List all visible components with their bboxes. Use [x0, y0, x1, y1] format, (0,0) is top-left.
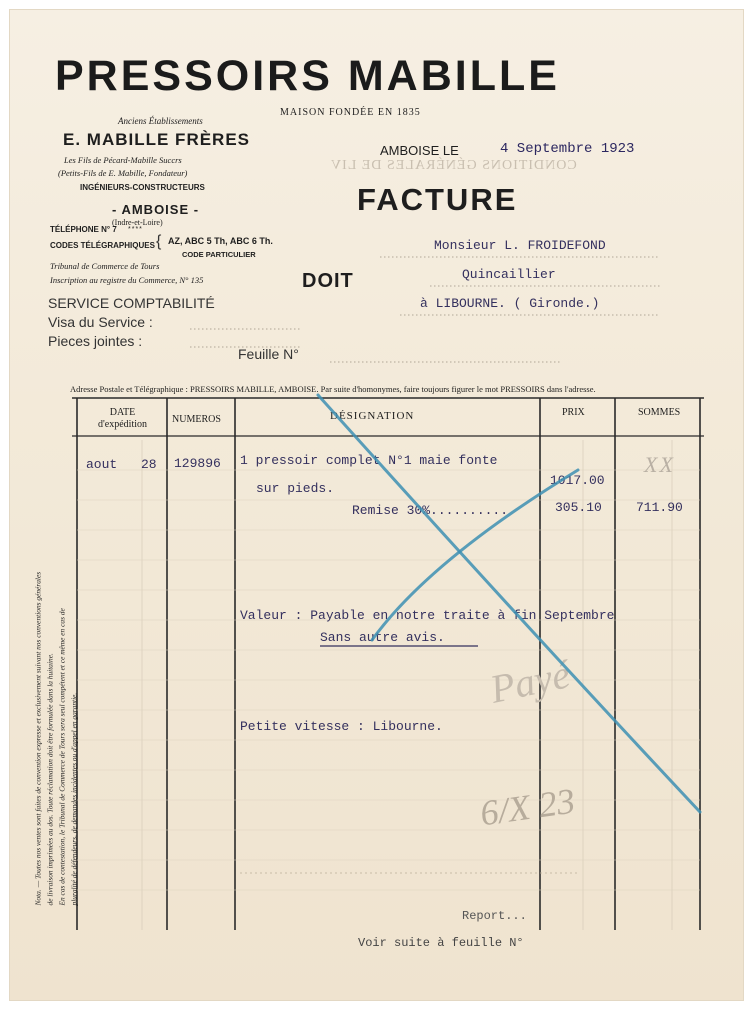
report-label: Report...	[462, 909, 527, 923]
private-code: CODE PARTICULIER	[182, 250, 256, 259]
client-trade: Quincaillier	[462, 267, 556, 282]
handwritten-date: 6/X 23	[477, 780, 578, 834]
header-date: DATE d'expédition	[97, 407, 147, 430]
side-note-1: Nota. — Toutes nos ventes sont faites de convention expresse et exclusivement suivant nos conventions générales	[33, 571, 43, 906]
row-number: 129896	[174, 456, 221, 471]
paid-stamp: Payé	[486, 651, 574, 712]
telegraph-label: CODES TÉLÉGRAPHIQUES	[50, 241, 155, 250]
row-description-2: sur pieds.	[256, 481, 335, 496]
document-type: FACTURE	[357, 182, 518, 217]
client-city: à LIBOURNE. ( Gironde.)	[420, 296, 600, 311]
valeur-line: Valeur : Payable en notre traite à fin Septembre	[240, 608, 615, 623]
visa-label: Visa du Service :	[48, 314, 153, 330]
row-description-1: 1 pressoir complet N°1 maie fonte	[240, 453, 498, 468]
voir-suite-label: Voir suite à feuille N°	[358, 936, 524, 950]
service-label: SERVICE COMPTABILITÉ	[48, 295, 215, 311]
vitesse-line: Petite vitesse : Libourne.	[240, 719, 443, 734]
brace-icon: {	[156, 233, 162, 250]
company-name: E. MABILLE FRÈRES	[63, 130, 251, 149]
row-discount: 305.10	[555, 500, 602, 515]
header-sommes: SOMMES	[638, 407, 681, 418]
row-month: aout	[86, 457, 118, 472]
feuille-label: Feuille N°	[238, 346, 299, 362]
pieces-label: Pieces jointes :	[48, 333, 143, 349]
tribunal-line: Tribunal de Commerce de Tours	[50, 261, 160, 271]
former-establishments: Anciens Établissements	[118, 116, 203, 126]
grandsons-line: (Petits-Fils de E. Mabille, Fondateur)	[58, 168, 188, 178]
row-total: 711.90	[636, 500, 683, 515]
side-note-3: En cas de contestation, le Tribunal de Commerce de Tours sera seul compétent et ce même en cas de	[57, 608, 67, 906]
row-day: 28	[141, 457, 157, 472]
region-line: (Indre-et-Loire)	[112, 218, 163, 227]
avis-line: Sans autre avis.	[320, 630, 445, 645]
company-title: PRESSOIRS MABILLE	[55, 52, 560, 100]
header-prix: PRIX	[562, 407, 585, 418]
profession-line: INGÉNIEURS-CONSTRUCTEURS	[80, 183, 205, 192]
successors-line: Les Fils de Pécard-Mabille Succrs	[64, 155, 182, 165]
invoice-date: 4 Septembre 1923	[500, 141, 635, 157]
city-line: - AMBOISE -	[112, 202, 200, 217]
doit-label: DOIT	[302, 270, 354, 292]
client-name: Monsieur L. FROIDEFOND	[434, 238, 606, 253]
header-numeros: NUMEROS	[172, 414, 221, 425]
side-note	[28, 440, 88, 910]
margin-mark: XX	[644, 452, 675, 477]
side-note-2: de livraison imprimées au dos. Toute réclamation doit être formulée dans la huitaine.	[45, 653, 55, 906]
registry-line: Inscription au registre du Commerce, N° 135	[50, 275, 204, 285]
postal-note: Adresse Postale et Télégraphique : PRESSOIRS MABILLE, AMBOISE. Par suite d'homonymes, faire toujours figurer le mot PRESSOIRS dans l'adresse.	[70, 384, 596, 394]
place-label: AMBOISE LE	[380, 143, 459, 158]
phone-line: TÉLÉPHONE N° 7	[50, 225, 117, 234]
founded-line: MAISON FONDÉE EN 1835	[280, 107, 421, 118]
side-note-4: pluralité de défendeurs, de demandes incidentes ou d'appel en garantie.	[69, 692, 79, 906]
stars-line: ****	[128, 226, 143, 233]
telegraph-codes: AZ, ABC 5 Th, ABC 6 Th.	[168, 236, 273, 246]
reverse-watermark: CONDITIONS GÉNÉRALES DE LIV	[330, 158, 577, 173]
header-designation: DÉSIGNATION	[330, 410, 415, 422]
row-price: 1017.00	[550, 473, 605, 488]
row-discount-label: Remise 30%..........	[352, 503, 509, 518]
